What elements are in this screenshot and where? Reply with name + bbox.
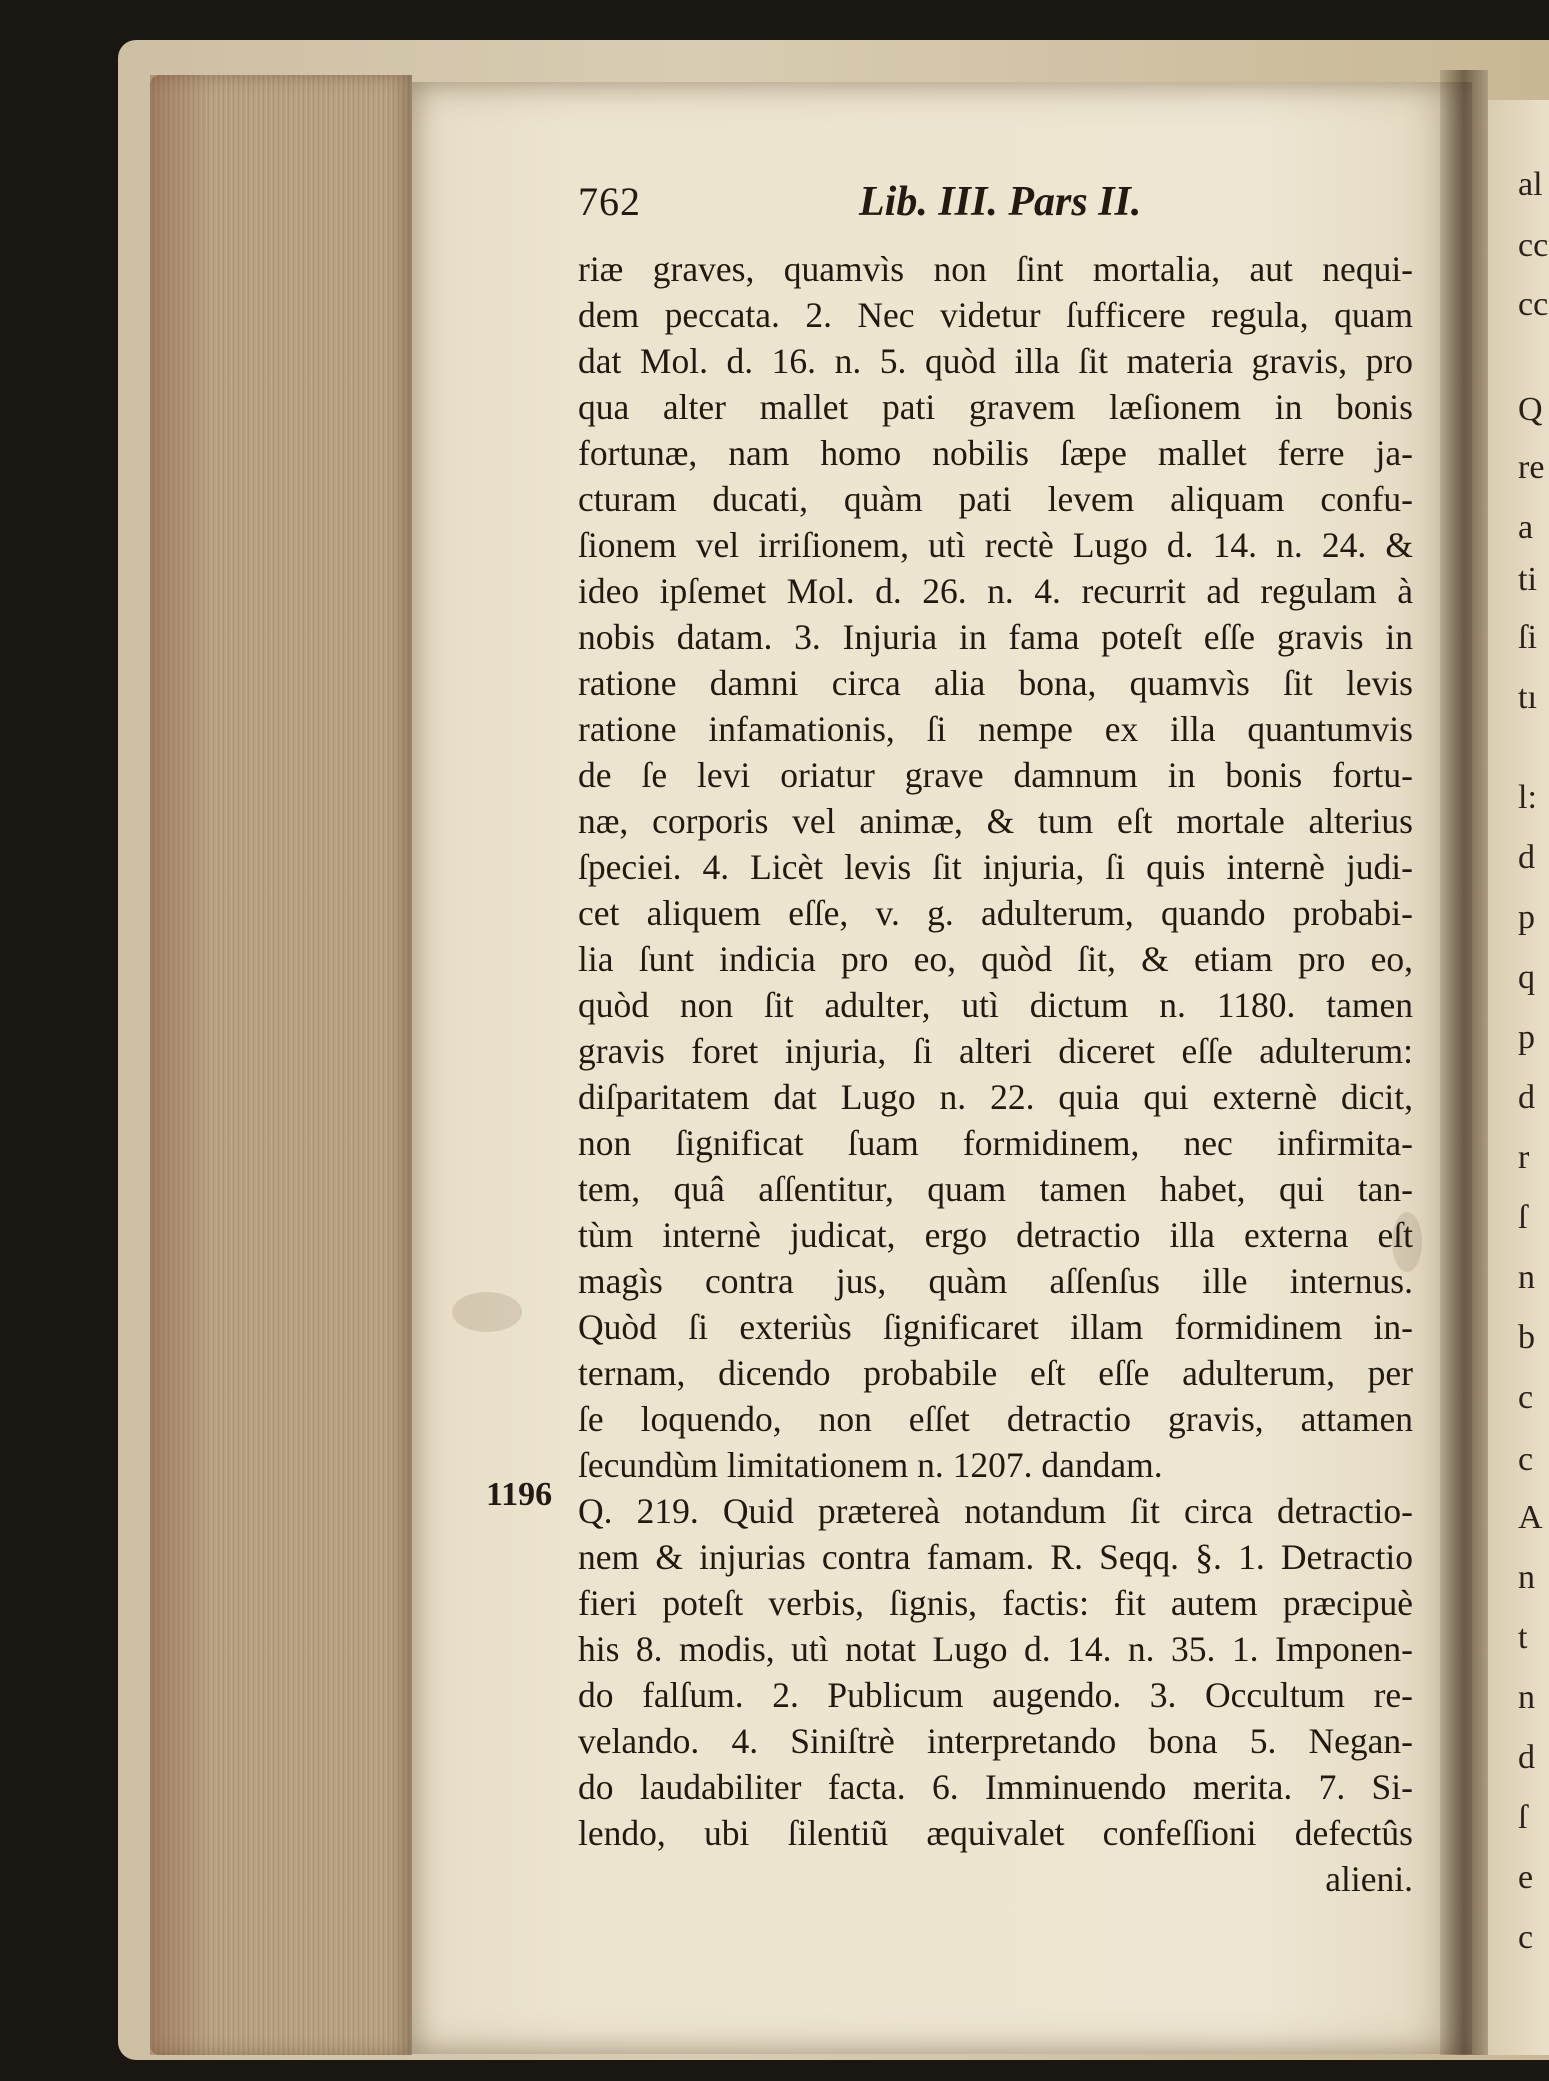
gutter-shadow [1440, 70, 1488, 2055]
facing-page-fragment: ſi [1518, 619, 1537, 656]
facing-page-fragment: c [1518, 1441, 1534, 1478]
facing-page-fragment: q [1518, 959, 1535, 996]
paper-stain [452, 1292, 522, 1332]
facing-page-fragment: c [1518, 1379, 1534, 1416]
text-line: alieni. [1325, 1859, 1413, 1899]
page-number: 762 [578, 179, 641, 224]
text-line: fieri poteſt verbis, ſignis, factis: fit autem præcipuè [578, 1583, 1413, 1623]
facing-page-fragment: Q [1518, 391, 1543, 428]
text-line: his 8. modis, utì notat Lugo d. 14. n. 35. 1. Imponen- [578, 1629, 1413, 1669]
text-line: ratione infamationis, ſi nempe ex illa quantumvis [578, 709, 1413, 749]
text-line: ſpeciei. 4. Licèt levis ſit injuria, ſi quis internè judi- [578, 847, 1413, 887]
facing-page-fragment: tı [1518, 679, 1537, 716]
text-line: lendo, ubi ſilentiũ æquivalet confeſſioni defectûs [578, 1813, 1413, 1853]
text-line: dat Mol. d. 16. n. 5. quòd illa ſit materia gravis, pro [578, 341, 1413, 381]
facing-page-fragment: cc [1518, 286, 1549, 323]
facing-page-fragment: ſ [1518, 1799, 1528, 1836]
facing-page-fragment: d [1518, 839, 1535, 876]
facing-page-fragment: n [1518, 1259, 1535, 1296]
facing-page-edge [1488, 100, 1549, 2055]
text-line: ideo ipſemet Mol. d. 26. n. 4. recurrit ad regulam à [578, 571, 1413, 611]
text-line: velando. 4. Siniſtrè interpretando bona 5. Negan- [578, 1721, 1413, 1761]
text-line: ſe loquendo, non eſſet detractio gravis, attamen [578, 1399, 1413, 1439]
text-line: næ, corporis vel animæ, & tum eſt mortale alterius [578, 801, 1413, 841]
text-line: ternam, dicendo probabile eſt eſſe adulterum, per [578, 1353, 1413, 1393]
text-line: nobis datam. 3. Injuria in fama poteſt eſſe gravis in [578, 617, 1413, 657]
running-title: Lib. III. Pars II. [859, 179, 1142, 225]
text-line: magìs contra jus, quàm aſſenſus ille internus. [578, 1261, 1413, 1301]
facing-page-fragment: t [1518, 1619, 1528, 1656]
text-line: ratione damni circa alia bona, quamvìs ſit levis [578, 663, 1413, 703]
facing-page-fragment: p [1518, 1019, 1535, 1056]
facing-page-fragment: p [1518, 899, 1535, 936]
text-line: do falſum. 2. Publicum augendo. 3. Occultum re- [578, 1675, 1413, 1715]
text-line: cet aliquem eſſe, v. g. adulterum, quando probabi- [578, 893, 1413, 933]
page-block-edge [150, 75, 412, 2055]
facing-page-fragment: c [1518, 1919, 1534, 1956]
facing-page-fragment: d [1518, 1739, 1535, 1776]
facing-page-fragment: ſ [1518, 1199, 1528, 1236]
text-line: nem & injurias contra famam. R. Seqq. §. 1. Detractio [578, 1537, 1413, 1577]
text-line: tùm internè judicat, ergo detractio illa externa eſt [578, 1215, 1413, 1255]
text-line: gravis foret injuria, ſi alteri diceret eſſe adulterum: [578, 1031, 1413, 1071]
facing-page-fragment: re [1518, 449, 1545, 486]
text-line: cturam ducati, quàm pati levem aliquam confu- [578, 479, 1413, 519]
facing-page-fragment: e [1518, 1859, 1534, 1896]
facing-page-fragment: d [1518, 1079, 1535, 1116]
text-line: de ſe levi oriatur grave damnum in bonis fortu- [578, 755, 1413, 795]
text-line: quòd non ſit adulter, utì dictum n. 1180. tamen [578, 985, 1413, 1025]
text-line: fortunæ, nam homo nobilis ſæpe mallet ferre ja- [578, 433, 1413, 473]
margin-number: 1196 [486, 1476, 553, 1513]
facing-page-fragment: b [1518, 1319, 1535, 1356]
text-line: qua alter mallet pati gravem læſionem in bonis [578, 387, 1413, 427]
facing-page-fragment: al [1518, 166, 1543, 203]
facing-page-fragment: cc [1518, 227, 1549, 264]
text-line: Quòd ſi exteriùs ſignificaret illam formidinem in- [578, 1307, 1413, 1347]
text-line: Q. 219. Quid prætereà notandum ſit circa detractio- [578, 1491, 1413, 1531]
text-line: tem, quâ aſſentitur, quam tamen habet, qui tan- [578, 1169, 1413, 1209]
text-line: ſionem vel irriſionem, utì rectè Lugo d. 14. n. 24. & [578, 525, 1413, 565]
page-header [578, 178, 1178, 228]
text-line: lia ſunt indicia pro eo, quòd ſit, & etiam pro eo, [578, 939, 1413, 979]
text-line: do laudabiliter facta. 6. Imminuendo merita. 7. Si- [578, 1767, 1413, 1807]
facing-page-fragment: n [1518, 1679, 1535, 1716]
text-line: diſparitatem dat Lugo n. 22. quia qui externè dicit, [578, 1077, 1413, 1117]
facing-page-fragment: r [1518, 1139, 1530, 1176]
text-line: non ſignificat ſuam formidinem, nec infirmita- [578, 1123, 1413, 1163]
facing-page-fragment: n [1518, 1559, 1535, 1596]
text-line: riæ graves, quamvìs non ſint mortalia, aut nequi- [578, 249, 1413, 289]
text-line: ſecundùm limitationem n. 1207. dandam. [578, 1445, 1163, 1485]
facing-page-fragment: l: [1518, 779, 1537, 816]
facing-page-fragment: ti [1518, 561, 1537, 598]
body-text [578, 246, 1413, 1902]
facing-page-fragment: a [1518, 509, 1534, 546]
facing-page-fragment: A [1518, 1499, 1543, 1536]
text-line: dem peccata. 2. Nec videtur ſufficere regula, quam [578, 295, 1413, 335]
